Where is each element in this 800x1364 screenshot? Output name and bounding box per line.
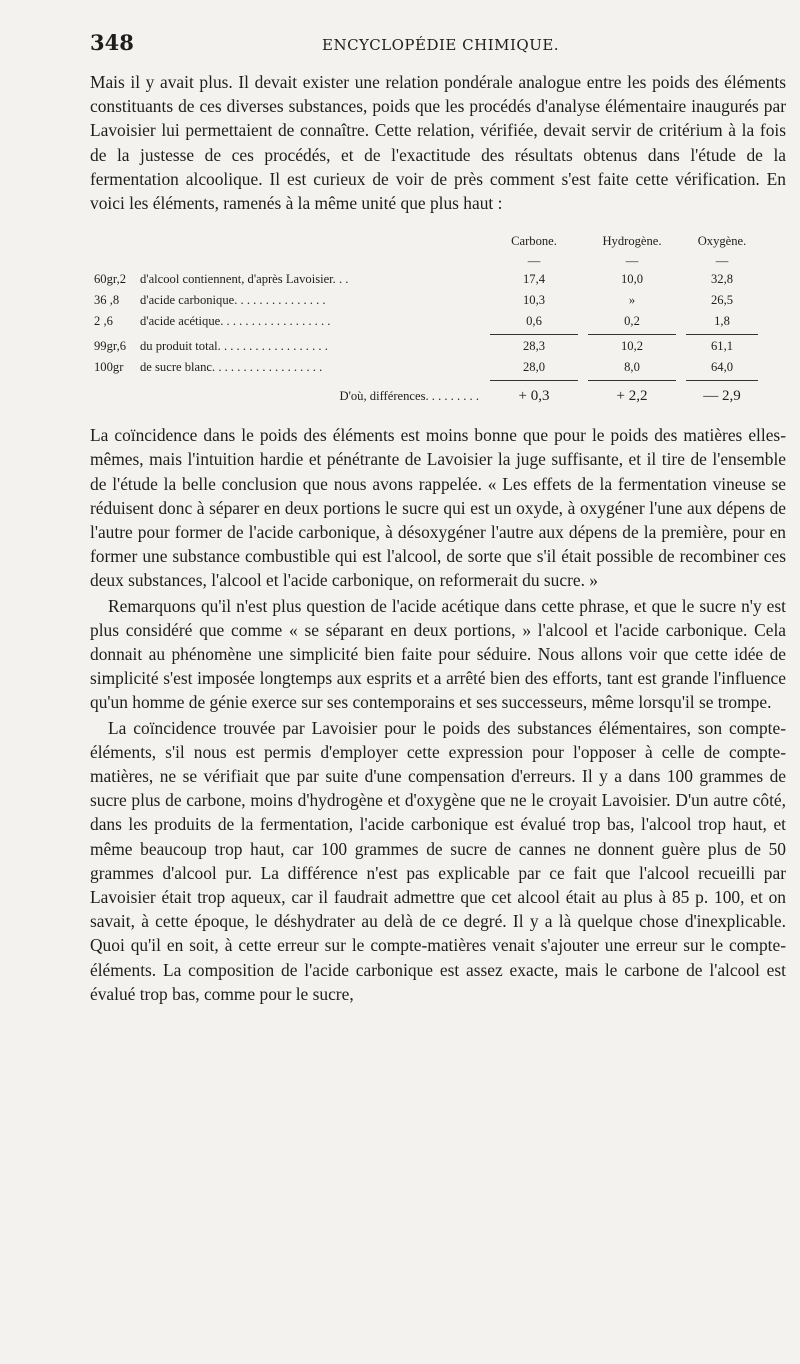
header-dash: — [527,253,541,268]
row-description: d'acide carbonique. . . . . . . . . . . . . . . [140,293,326,308]
difference-rule [90,378,786,382]
row-oxygene: 64,0 [710,360,734,375]
table-header-row [90,229,786,253]
col-carbone: Carbone. [511,233,557,248]
body-paragraph: Remarquons qu'il n'est plus question de l'acide acétique dans cette phrase, et que le sucre n'y est plus considéré que comme « se séparant en deux portions, » l'alcool et l'acide carbonique. Cela donnait au phénomène une simplicité bien faite pour séduire. Nous allons voir que cette idée de simplicité s'est imposée longtemps aux esprits et a arrêté bien des efforts, tant est grande l'influence qu'un homme de génie exerce sur ses contemporains et ses successeurs, même lorsqu'il se trompe. [90,595,786,713]
diff-hydrogene: + 2,2 [616,388,648,405]
header-dash-row [90,253,786,269]
col-oxygene: Oxygène. [697,233,747,248]
composition-table [90,229,786,407]
header-dash: — [625,253,639,268]
running-title: ENCYCLOPÉDIE CHIMIQUE. [322,36,560,54]
row-quantity: 60gr,2 [94,272,127,287]
row-quantity: 99gr,6 [94,339,127,354]
total-row [90,357,786,378]
row-oxygene: 61,1 [710,339,734,354]
row-oxygene: 32,8 [710,272,734,287]
diff-oxygene: — 2,9 [703,388,741,405]
body-paragraph: La coïncidence dans le poids des éléments est moins bonne que pour le poids des matières elles-mêmes, mais l'intuition hardie et pénétrante de Lavoisier la juge suffisante, et il tire de l'ensemble de l'étude la belle conclusion que nous avons rappelée. « Les effets de la fermentation vineuse se réduisent donc à séparer en deux portions le sucre qui est un oxyde, à oxygéner l'une aux dépens de l'autre pour former de l'acide carbonique, à désoxygéner l'autre aux dépens de la première, pour en former une substance combustible qui est l'alcool, de sorte que s'il était possible de recombiner ces deux substances, l'alcool et l'acide carbonique, on reformerait du sucre. » [90,425,786,591]
diff-carbone: + 0,3 [518,388,550,405]
row-carbone: 10,3 [522,293,546,308]
header-dash: — [715,253,729,268]
row-hydrogene: 10,0 [620,272,644,287]
row-carbone: 28,0 [522,360,546,375]
differences-label: D'où, différences. . . . . . . . . [339,389,479,404]
row-hydrogene: 0,2 [624,314,640,329]
table-row [90,311,786,332]
row-oxygene: 26,5 [710,293,734,308]
row-carbone: 17,4 [522,272,546,287]
row-description: de sucre blanc. . . . . . . . . . . . . . . . . . [140,360,323,375]
total-row [90,336,786,357]
row-hydrogene: 10,2 [620,339,644,354]
table-row [90,290,786,311]
page-number: 348 [90,30,134,55]
body-paragraph: La coïncidence trouvée par Lavoisier pour le poids des substances élémentaires, son compte-éléments, s'il nous est permis d'employer cette expression pour l'opposer à celle de compte-matières, ne se vérifiait que par suite d'une compensation d'erreurs. Il y a dans 100 grammes de sucre plus de carbone, moins d'hydrogène et d'oxygène que ne le croyait Lavoisier. D'un autre côté, dans les produits de la fermentation, l'acide carbonique est évalué trop bas, l'alcool trop haut, et même beaucoup trop haut, car 100 grammes de sucre de cannes ne donnent guère plus de 50 grammes d'alcool pur. La différence n'est pas explicable par ce fait que l'alcool recueilli par Lavoisier était trop aqueux, car il faudrait admettre que cet alcool était au plus à 85 p. 100, et on savait, à cette époque, le déshydrater au delà de ce degré. Il y a là quelque chose d'inexplicable. Quoi qu'il en soit, à cette erreur sur le compte-matières venait s'ajouter une erreur sur le compte-éléments. La composition de l'acide carbonique est assez exacte, mais le carbone de l'alcool est évalué trop bas, comme pour le sucre, [90,717,786,1004]
row-carbone: 28,3 [522,339,546,354]
row-description: d'alcool contiennent, d'après Lavoisier. . . [140,272,349,287]
row-hydrogene: 8,0 [624,360,640,375]
row-description: d'acide acétique. . . . . . . . . . . . . . . . . . [140,314,331,329]
row-description: du produit total. . . . . . . . . . . . . . . . . . [140,339,328,354]
row-carbone: 0,6 [526,314,542,329]
page-header [90,30,786,70]
row-oxygene: 1,8 [714,314,730,329]
differences-row [90,386,786,407]
row-quantity: 36 ,8 [94,293,120,308]
col-hydrogene: Hydrogène. [602,233,662,248]
row-quantity: 100gr [94,360,124,375]
table-row [90,269,786,290]
row-hydrogene: » [628,293,636,308]
intro-paragraph: Mais il y avait plus. Il devait exister une relation pondérale analogue entre les poids des éléments constituants de ces diverses substances, poids que les procédés d'analyse élémentaire inaugurés par Lavoisier lui permettaient de connaître. Cette relation, vérifiée, devait servir de critérium à la fois de la justesse de ces procédés, et de l'exactitude des résultats obtenus dans l'étude de la fermentation alcoolique. Il est curieux de voir de près comment s'est faite cette vérification. En voici les éléments, ramenés à la même unité que plus haut : [90,72,786,214]
row-quantity: 2 ,6 [94,314,113,329]
